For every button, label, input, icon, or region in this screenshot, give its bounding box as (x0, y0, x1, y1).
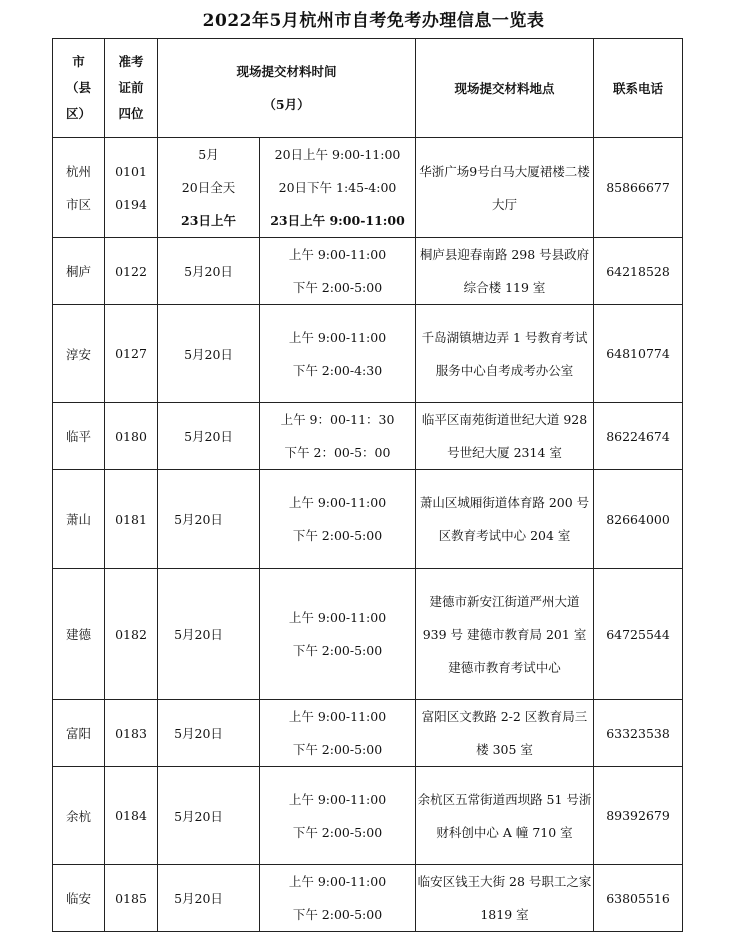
header-location: 现场提交材料地点 (416, 39, 594, 138)
table-row (53, 700, 683, 767)
city-cell: 富阳 (53, 700, 105, 767)
phone-cell: 82664000 (594, 470, 683, 569)
prefix-cell: 0180 (105, 403, 158, 470)
time-cell: 上午 9:00-11:00 下午 2:00-5:00 (260, 700, 416, 767)
location-cell: 富阳区文教路 2-2 区教育局三楼 305 室 (416, 700, 594, 767)
header-city: 市 （县 区） (53, 39, 105, 138)
phone-cell: 64810774 (594, 305, 683, 403)
time-cell: 上午 9:00-11:00 下午 2:00-4:30 (260, 305, 416, 403)
header-time: 现场提交材料时间 （5月） (158, 39, 416, 138)
prefix-cell: 0127 (105, 305, 158, 403)
prefix-cell: 0184 (105, 767, 158, 865)
prefix-cell: 0185 (105, 865, 158, 932)
page-title: 2022年5月杭州市自考免考办理信息一览表 (202, 11, 545, 31)
table-row (53, 767, 683, 865)
phone-cell: 86224674 (594, 403, 683, 470)
date-cell: 5月20日 (158, 403, 260, 470)
date-cell: 5月 20日全天 23日上午 (158, 138, 260, 238)
date-cell: 5月20日 (158, 238, 260, 305)
city-cell: 淳安 (53, 305, 105, 403)
phone-cell: 85866677 (594, 138, 683, 238)
time-cell: 上午 9:00-11:00 下午 2:00-5:00 (260, 865, 416, 932)
table-row (53, 305, 683, 403)
prefix-cell: 0182 (105, 569, 158, 700)
city-cell: 临安 (53, 865, 105, 932)
date-cell: 5月20日 (158, 865, 260, 932)
location-cell: 临平区南苑街道世纪大道 928 号世纪大厦 2314 室 (416, 403, 594, 470)
date-cell: 5月20日 (158, 700, 260, 767)
location-cell: 临安区钱王大街 28 号职工之家 1819 室 (416, 865, 594, 932)
city-cell: 萧山 (53, 470, 105, 569)
date-cell: 5月20日 (158, 569, 260, 700)
prefix-cell: 0183 (105, 700, 158, 767)
table-row (53, 238, 683, 305)
location-cell: 建德市新安江街道严州大道 939 号 建德市教育局 201 室 建德市教育考试中心 (416, 569, 594, 700)
table-row (53, 403, 683, 470)
table-row (53, 569, 683, 700)
location-cell: 华浙广场9号白马大厦裙楼二楼大厅 (416, 138, 594, 238)
table-row (53, 865, 683, 932)
location-cell: 萧山区城厢街道体育路 200 号区教育考试中心 204 室 (416, 470, 594, 569)
city-cell: 临平 (53, 403, 105, 470)
time-cell: 上午 9:00-11:00 下午 2:00-5:00 (260, 470, 416, 569)
location-cell: 桐庐县迎春南路 298 号县政府综合楼 119 室 (416, 238, 594, 305)
table-row (53, 470, 683, 569)
date-cell: 5月20日 (158, 470, 260, 569)
date-cell: 5月20日 (158, 305, 260, 403)
time-cell: 上午 9:00-11:00 下午 2:00-5:00 (260, 569, 416, 700)
table-row (53, 138, 683, 238)
phone-cell: 63805516 (594, 865, 683, 932)
location-cell: 千岛湖镇塘边弄 1 号教育考试服务中心自考成考办公室 (416, 305, 594, 403)
city-cell: 杭州 市区 (53, 138, 105, 238)
location-cell: 余杭区五常街道西坝路 51 号浙财科创中心 A 幢 710 室 (416, 767, 594, 865)
time-cell: 20日上午 9:00-11:00 20日下午 1:45-4:00 23日上午 9:00-11:00 (260, 138, 416, 238)
info-table (52, 38, 683, 932)
prefix-cell: 0101 0194 (105, 138, 158, 238)
date-cell: 5月20日 (158, 767, 260, 865)
city-cell: 余杭 (53, 767, 105, 865)
phone-cell: 63323538 (594, 700, 683, 767)
time-cell: 上午 9:00-11:00 下午 2:00-5:00 (260, 767, 416, 865)
phone-cell: 64218528 (594, 238, 683, 305)
prefix-cell: 0181 (105, 470, 158, 569)
city-cell: 建德 (53, 569, 105, 700)
prefix-cell: 0122 (105, 238, 158, 305)
time-cell: 上午 9：00-11：30 下午 2：00-5：00 (260, 403, 416, 470)
city-cell: 桐庐 (53, 238, 105, 305)
header-prefix: 准考 证前 四位 (105, 39, 158, 138)
time-cell: 上午 9:00-11:00 下午 2:00-5:00 (260, 238, 416, 305)
header-row (53, 39, 683, 138)
phone-cell: 64725544 (594, 569, 683, 700)
phone-cell: 89392679 (594, 767, 683, 865)
header-phone: 联系电话 (594, 39, 683, 138)
